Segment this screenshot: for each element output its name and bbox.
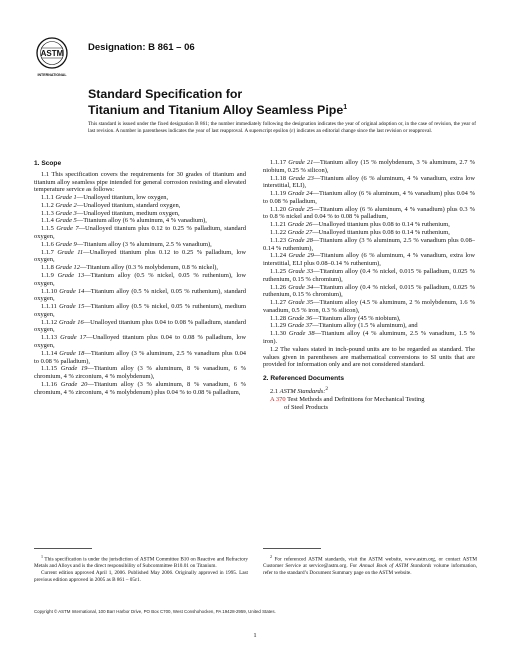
grade-number: 1.1.7	[41, 248, 54, 256]
grade-description: —Titanium alloy (4 % aluminum, 2.5 % vanadium, 1.5 % iron).	[263, 330, 476, 345]
grade-item	[34, 241, 246, 249]
grade-description: —Titanium alloy (1.5 % aluminum), and	[312, 322, 418, 330]
grade-name: Grade 23	[288, 174, 314, 182]
grade-description: —Titanium alloy (3 % aluminum, 8 % vanadium, 6 % chromium, 4 % zirconium, 4 % molybdenum),	[34, 365, 246, 381]
grade-number: 1.1.28	[270, 314, 287, 322]
grade-number: 1.1.30	[270, 330, 287, 338]
grade-name: Grade 25	[288, 205, 314, 213]
grade-number: 1.1.10	[41, 287, 58, 295]
footnote-2	[263, 554, 477, 577]
grade-number: 1.1.21	[270, 221, 287, 229]
footnote-1-approval: Current edition approved April 1, 2006. Published May 2006. Originally approved in 1995. Last previous edition approved in 2005 as B 861 – 05ε1.	[34, 570, 248, 583]
grade-item	[34, 264, 246, 272]
footnote-2-italic: Annual Book of ASTM Standards	[359, 563, 432, 570]
grade-description: —Titanium alloy (0.5 % nickel, 0.05 % ruthenium), medium oxygen,	[34, 303, 247, 318]
grade-name: Grade 2	[55, 201, 77, 209]
grade-number: 1.1.8	[41, 264, 54, 272]
reference-item	[263, 396, 475, 412]
footnote-1-marker: 1	[41, 554, 43, 559]
grade-number: 1.1.16	[41, 380, 58, 388]
grade-description: —Titanium alloy (6 % aluminum, 4 % vanadium),	[76, 217, 207, 225]
grade-name: Grade 12	[55, 264, 80, 272]
grade-description: —Titanium alloy (3 % aluminum, 2.5 % vanadium plus 0.04 to 0.08 % palladium),	[34, 349, 247, 365]
grade-number: 1.1.23	[270, 236, 287, 244]
grade-number: 1.1.2	[41, 201, 54, 209]
grade-number: 1.1.13	[41, 334, 58, 342]
grade-number: 1.1.6	[41, 240, 54, 248]
grade-description: —Unalloyed titanium plus 0.08 to 0.14 % ruthenium,	[312, 229, 450, 237]
grade-number: 1.1.24	[270, 252, 287, 260]
grade-name: Grade 15	[59, 303, 85, 311]
designation: Designation: B 861 – 06	[88, 42, 195, 53]
grade-description: —Titanium alloy (0.3 % molybdenum, 0.8 % nickel),	[79, 264, 218, 272]
grade-item	[263, 268, 475, 284]
svg-text:ASTM: ASTM	[40, 49, 64, 58]
svg-text:INTERNATIONAL: INTERNATIONAL	[37, 73, 67, 77]
grade-description: —Titanium alloy (6 % aluminum, 4 % vanadium) plus 0.3 % to 0.8 % nickel and 0.04 % to 0.08 % palladium,	[263, 205, 476, 221]
section-heading-scope: 1. Scope	[34, 160, 62, 167]
grade-description: —Unalloyed titanium plus 0.04 to 0.08 % palladium, standard oxygen,	[34, 318, 247, 334]
grade-number: 1.1.14	[41, 349, 58, 357]
subsection-number: 2.1	[270, 388, 279, 396]
astm-logo	[34, 36, 70, 80]
grade-item	[34, 350, 246, 366]
grade-item	[263, 190, 475, 206]
footnote-1	[34, 554, 248, 584]
grade-item	[263, 299, 475, 315]
grade-description: —Unalloyed titanium, low oxygen,	[76, 194, 169, 202]
reference-link-a370[interactable]: A 370	[270, 395, 286, 403]
grade-item	[34, 381, 246, 397]
grade-name: Grade 13	[57, 271, 85, 279]
grade-name: Grade 27	[287, 229, 313, 237]
grade-number: 1.1.17	[270, 159, 287, 166]
grade-item	[263, 237, 475, 253]
grade-number: 1.1.3	[41, 209, 54, 217]
grade-description: —Unalloyed titanium plus 0.12 to 0.25 % palladium, standard oxygen,	[34, 225, 246, 241]
reference-title-line1: Test Methods and Definitions for Mechanical Testing	[287, 395, 425, 403]
grade-item	[34, 319, 246, 335]
grade-name: Grade 37	[287, 322, 313, 330]
scope-intro: 1.1 This specification covers the requirements for 30 grades of titanium and titanium alloy seamless pipe intended for general corrosion resisting and elevated temperature service as follows:	[34, 170, 246, 194]
grade-item	[263, 252, 475, 268]
grade-item	[263, 229, 475, 237]
grade-name: Grade 16	[58, 318, 84, 326]
grade-name: Grade 34	[288, 283, 314, 291]
subsection-footnote-marker: 2	[325, 385, 329, 392]
grade-number: 1.1.18	[270, 174, 287, 182]
grades-list-right	[263, 159, 475, 346]
grade-description: —Titanium alloy (0.4 % nickel, 0.015 % palladium, 0.025 % ruthenium, 0.15 % chromium),	[263, 283, 476, 299]
grade-description: —Titanium alloy (0.4 % nickel, 0.015 % palladium, 0.025 % ruthenium, 0.15 % chromium),	[263, 267, 476, 283]
grade-name: Grade 36	[287, 314, 313, 322]
grade-name: Grade 11	[57, 248, 84, 256]
grade-description: —Titanium alloy (45 % niobium),	[312, 314, 401, 322]
grade-item	[34, 334, 246, 350]
grade-description: —Unalloyed titanium, standard oxygen,	[76, 201, 181, 209]
grade-item	[34, 194, 246, 202]
grade-description: —Unalloyed titanium plus 0.04 to 0.08 % palladium, low oxygen,	[34, 334, 247, 349]
grade-number: 1.1.20	[270, 205, 287, 213]
footnote-2-marker: 2	[270, 554, 272, 559]
document-title	[88, 87, 468, 117]
footnote-2-text-b: volume information, refer to the standard’s Document Summary page on the ASTM website.	[263, 563, 478, 577]
grade-name: Grade 35	[288, 299, 314, 307]
grade-number: 1.1.11	[41, 303, 57, 311]
footnote-rule-right	[263, 548, 321, 549]
grade-name: Grade 14	[59, 287, 85, 295]
grade-number: 1.1.27	[270, 299, 287, 307]
left-column	[34, 159, 246, 396]
grade-name: Grade 3	[55, 209, 77, 217]
astm-standards-subheading	[263, 386, 475, 396]
grade-description: —Unalloyed titanium plus 0.12 to 0.25 % palladium, low oxygen,	[34, 248, 246, 264]
grade-number: 1.1.22	[270, 229, 287, 237]
grade-number: 1.1.12	[41, 318, 58, 326]
grade-description: —Titanium alloy (3 % aluminum, 8 % vanadium, 6 % chromium, 4 % zirconium, 4 % molybdenum) plus 0.04 % to 0.08 % palladium,	[34, 380, 246, 396]
grade-description: —Titanium alloy (6 % aluminum, 4 % vanadium, extra low interstitial, ELI plus 0.08–0.14 % ruthenium),	[263, 252, 475, 268]
grade-name: Grade 28	[288, 236, 313, 244]
grade-item	[263, 175, 475, 191]
grade-item	[34, 202, 246, 210]
grade-item	[34, 217, 246, 225]
grade-number: 1.1.25	[270, 267, 287, 275]
grade-name: Grade 29	[288, 252, 314, 260]
grade-name: Grade 5	[55, 217, 77, 225]
grade-name: Grade 18	[59, 349, 85, 357]
grade-name: Grade 19	[60, 365, 88, 373]
title-line-2-wrap	[88, 101, 468, 117]
reference-title-line2: of Steel Products	[284, 403, 328, 411]
title-footnote-marker: 1	[343, 104, 348, 111]
grade-name: Grade 9	[55, 240, 77, 248]
grade-name: Grade 17	[60, 334, 87, 342]
grade-item	[263, 221, 475, 229]
grade-item	[34, 365, 246, 381]
right-column	[263, 159, 475, 411]
grade-name: Grade 24	[287, 190, 313, 198]
grade-description: —Titanium alloy (4.5 % aluminum, 2 % molybdenum, 1.6 % vanadium, 0.5 % iron, 0.3 % silicon),	[263, 299, 475, 314]
grade-number: 1.1.9	[41, 271, 54, 279]
grade-name: Grade 38	[288, 330, 315, 338]
grade-description: —Titanium alloy (0.5 % nickel, 0.05 % ruthenium), standard oxygen,	[34, 287, 247, 303]
grade-number: 1.1.15	[41, 365, 58, 373]
title-line-1: Standard Specification for	[88, 87, 243, 101]
grade-item	[34, 210, 246, 218]
footnote-rule-left	[34, 548, 92, 549]
grade-item	[34, 272, 246, 288]
grade-name: Grade 7	[56, 225, 79, 233]
grade-item	[263, 159, 475, 175]
grade-number: 1.1.26	[270, 283, 287, 291]
footnote-2-text-a: For referenced ASTM standards, visit the ASTM website, www.astm.org, or contact ASTM Customer Service at service@astm.org. For	[263, 556, 478, 570]
grade-item	[34, 225, 246, 241]
grade-number: 1.1.4	[41, 217, 54, 225]
grades-list-left	[34, 194, 246, 396]
grade-item	[34, 303, 246, 319]
grade-item	[34, 249, 246, 265]
grade-item	[34, 288, 246, 304]
grade-item	[263, 322, 475, 330]
grade-description: —Unalloyed titanium, medium oxygen,	[76, 209, 180, 217]
grade-description: —Titanium alloy (15 % molybdenum, 3 % aluminum, 2.7 % niobium, 0.25 % silicon),	[263, 159, 476, 174]
grade-number: 1.1.5	[41, 225, 54, 233]
issued-notice: This standard is issued under the fixed designation B 861; the number immediately following the designation indicates the year of original adoption or, in the case of revision, the year of last revision. A number in parentheses indicates the year of last reapproval. A superscript epsilon (ε) indicates an editorial change since the last revision or reapproval.	[88, 121, 476, 134]
grade-name: Grade 20	[60, 380, 88, 388]
grade-name: Grade 26	[287, 221, 313, 229]
grade-item	[263, 330, 475, 346]
grade-description: —Titanium alloy (6 % aluminum, 4 % vanadium) plus 0.04 % to 0.08 % palladium,	[263, 190, 476, 205]
grade-description: —Titanium alloy (0.5 % nickel, 0.05 % ruthenium), low oxygen,	[34, 271, 247, 287]
grade-item	[263, 284, 475, 300]
grade-item	[263, 206, 475, 222]
grade-name: Grade 33	[288, 267, 314, 275]
copyright-line: Copyright © ASTM International, 100 Barr Harbor Drive, PO Box C700, West Conshohocken, PA 19428-2959, United States.	[34, 609, 276, 614]
grade-description: —Titanium alloy (6 % aluminum, 4 % vanadium, extra low interstitial, ELI),	[263, 174, 475, 190]
title-line-2: Titanium and Titanium Alloy Seamless Pipe	[88, 103, 344, 118]
scope-para-1-2: 1.2 The values stated in inch-pound units are to be regarded as standard. The values given in parentheses are mathematical conversions to SI units that are provided for information only and are not considered standard.	[263, 345, 475, 369]
section-heading-referenced: 2. Referenced Documents	[263, 375, 344, 383]
grade-number: 1.1.1	[41, 194, 54, 202]
grade-name: Grade 1	[55, 194, 77, 202]
grade-item	[263, 315, 475, 323]
grade-description: —Titanium alloy (3 % aluminum, 2.5 % vanadium),	[76, 240, 212, 248]
grade-description: —Unalloyed titanium plus 0.08 to 0.14 % ruthenium,	[312, 221, 450, 229]
grade-number: 1.1.19	[270, 190, 287, 198]
grade-name: Grade 21	[288, 159, 314, 166]
page-number: 1	[253, 632, 257, 639]
grade-description: —Titanium alloy (3 % aluminum, 2.5 % vanadium plus 0.08–0.14 % ruthenium),	[263, 236, 476, 252]
grade-number: 1.1.29	[270, 322, 287, 330]
footnote-1-text: This specification is under the jurisdiction of ASTM Committee B10 on Reactive and Refractory Metals and Alloys and is the direct responsibility of Subcommittee B10.01 on Titanium.	[34, 556, 248, 570]
subsection-label: ASTM Standards:	[279, 388, 326, 396]
